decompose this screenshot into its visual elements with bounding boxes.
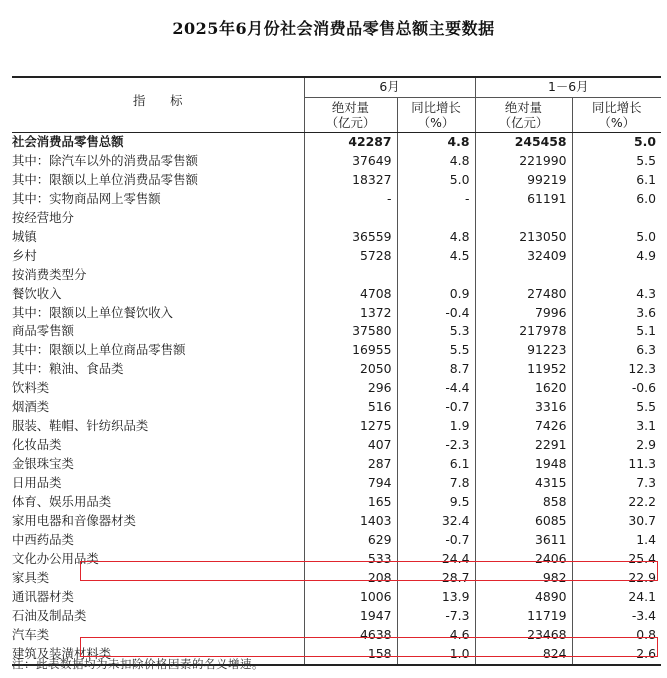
table-row xyxy=(12,626,661,645)
june-abs-value: 36559 xyxy=(304,228,397,247)
cum-abs-value: 1620 xyxy=(475,379,572,398)
june-yoy-value xyxy=(397,266,475,285)
june-abs-value: 37649 xyxy=(304,152,397,171)
june-abs-value: 1275 xyxy=(304,417,397,436)
cum-abs-value: 7996 xyxy=(475,304,572,323)
table-row xyxy=(12,379,661,398)
row-label: 饮料类 xyxy=(12,380,50,396)
cum-abs-value: 11952 xyxy=(475,360,572,379)
period-jan-jun-header: 1－6月 xyxy=(475,77,661,97)
cum-yoy-value: 6.0 xyxy=(572,190,661,209)
row-label: 通讯器材类 xyxy=(12,588,74,604)
june-yoy-value: 4.8 xyxy=(397,228,475,247)
cum-abs-value: 858 xyxy=(475,493,572,512)
cum-yoy-value: 2.9 xyxy=(572,436,661,455)
june-yoy-value: 5.0 xyxy=(397,171,475,190)
cum-abs-value: 11719 xyxy=(475,607,572,626)
table-row xyxy=(12,228,661,247)
cum-yoy-value xyxy=(572,266,661,285)
cum-yoy-value: 12.3 xyxy=(572,360,661,379)
row-label: 餐饮收入 xyxy=(12,285,62,301)
table-row xyxy=(12,285,661,304)
table-row xyxy=(12,493,661,512)
june-yoy-value: -0.4 xyxy=(397,304,475,323)
june-yoy-value: 24.4 xyxy=(397,550,475,569)
cum-yoy-header: 同比增长 （%） xyxy=(572,97,661,132)
page-title: 2025年6月份社会消费品零售总额主要数据 xyxy=(172,19,495,38)
table-row xyxy=(12,588,661,607)
footnote: 注：此表数据均为未扣除价格因素的名义增速。 xyxy=(12,657,264,671)
indicator-header: 指 标 xyxy=(12,77,304,132)
retail-sales-table xyxy=(12,76,661,666)
june-yoy-value: 28.7 xyxy=(397,569,475,588)
table-row xyxy=(12,607,661,626)
cum-abs-value: 32409 xyxy=(475,247,572,266)
june-yoy-value: 4.8 xyxy=(397,152,475,171)
table-row xyxy=(12,550,661,569)
cum-abs-header: 绝对量 （亿元） xyxy=(475,97,572,132)
cum-abs-value: 99219 xyxy=(475,171,572,190)
june-yoy-value: 4.6 xyxy=(397,626,475,645)
cum-yoy-value: 7.3 xyxy=(572,474,661,493)
june-abs-value: 37580 xyxy=(304,322,397,341)
june-abs-value: 1403 xyxy=(304,512,397,531)
june-yoy-value: 5.3 xyxy=(397,322,475,341)
june-yoy-value: -0.7 xyxy=(397,531,475,550)
cum-abs-value: 245458 xyxy=(475,132,572,151)
cum-abs-value: 4315 xyxy=(475,474,572,493)
row-label: 按经营地分 xyxy=(12,209,74,225)
june-abs-value: 287 xyxy=(304,455,397,474)
table-row xyxy=(12,341,661,360)
row-label: 金银珠宝类 xyxy=(12,456,74,472)
row-label: 体育、娱乐用品类 xyxy=(12,494,112,510)
june-abs-value: 794 xyxy=(304,474,397,493)
row-label: 石油及制品类 xyxy=(12,607,87,623)
june-abs-value: 158 xyxy=(304,645,397,665)
cum-abs-value: 824 xyxy=(475,645,572,665)
cum-abs-value: 2406 xyxy=(475,550,572,569)
june-yoy-value: 7.8 xyxy=(397,474,475,493)
cum-yoy-value: 22.9 xyxy=(572,569,661,588)
cum-abs-value: 3611 xyxy=(475,531,572,550)
cum-yoy-value: 4.3 xyxy=(572,285,661,304)
table-row xyxy=(12,512,661,531)
cum-abs-value: 6085 xyxy=(475,512,572,531)
row-label: 烟酒类 xyxy=(12,399,50,415)
june-abs-value xyxy=(304,266,397,285)
cum-abs-value: 1948 xyxy=(475,455,572,474)
cum-yoy-value: 5.0 xyxy=(572,132,661,151)
june-abs-value: 4708 xyxy=(304,285,397,304)
cum-abs-value: 23468 xyxy=(475,626,572,645)
row-label: 化妆品类 xyxy=(12,437,62,453)
cum-yoy-value: 2.6 xyxy=(572,645,661,665)
row-label: 文化办公用品类 xyxy=(12,550,99,566)
table-row xyxy=(12,569,661,588)
row-label: 家具类 xyxy=(12,569,50,585)
row-label: 其中：限额以上单位消费品零售额 xyxy=(12,171,198,187)
june-abs-value: 165 xyxy=(304,493,397,512)
cum-yoy-value: 5.1 xyxy=(572,322,661,341)
june-yoy-value: -0.7 xyxy=(397,398,475,417)
june-abs-value: 407 xyxy=(304,436,397,455)
row-label: 其中：限额以上单位餐饮收入 xyxy=(12,304,174,320)
june-yoy-value: 8.7 xyxy=(397,360,475,379)
cum-abs-value: 3316 xyxy=(475,398,572,417)
cum-yoy-value: 5.5 xyxy=(572,398,661,417)
cum-yoy-value: 4.9 xyxy=(572,247,661,266)
june-abs-value: 296 xyxy=(304,379,397,398)
table-row xyxy=(12,132,661,151)
cum-abs-value: 982 xyxy=(475,569,572,588)
cum-abs-value: 61191 xyxy=(475,190,572,209)
row-label: 汽车类 xyxy=(12,626,50,642)
june-abs-value: 2050 xyxy=(304,360,397,379)
table-row xyxy=(12,531,661,550)
row-label: 城镇 xyxy=(12,228,37,244)
june-yoy-value: 5.5 xyxy=(397,341,475,360)
cum-yoy-value: 0.8 xyxy=(572,626,661,645)
table-row xyxy=(12,171,661,190)
table-row xyxy=(12,304,661,323)
table-row xyxy=(12,417,661,436)
cum-yoy-value: 11.3 xyxy=(572,455,661,474)
cum-abs-value xyxy=(475,266,572,285)
june-abs-value: 18327 xyxy=(304,171,397,190)
june-yoy-value: -7.3 xyxy=(397,607,475,626)
cum-yoy-value: 5.0 xyxy=(572,228,661,247)
june-yoy-value: 0.9 xyxy=(397,285,475,304)
cum-yoy-value xyxy=(572,209,661,228)
june-yoy-value: 9.5 xyxy=(397,493,475,512)
june-yoy-value: -2.3 xyxy=(397,436,475,455)
june-abs-value xyxy=(304,209,397,228)
june-abs-value: 516 xyxy=(304,398,397,417)
row-label: 中西药品类 xyxy=(12,531,74,547)
june-yoy-value: 1.0 xyxy=(397,645,475,665)
cum-yoy-value: -3.4 xyxy=(572,607,661,626)
cum-yoy-value: 1.4 xyxy=(572,531,661,550)
cum-yoy-value: -0.6 xyxy=(572,379,661,398)
june-yoy-value xyxy=(397,209,475,228)
cum-yoy-value: 6.1 xyxy=(572,171,661,190)
june-abs-header: 绝对量 （亿元） xyxy=(304,97,397,132)
june-yoy-value: 32.4 xyxy=(397,512,475,531)
cum-yoy-value: 6.3 xyxy=(572,341,661,360)
cum-yoy-value: 25.4 xyxy=(572,550,661,569)
june-yoy-header: 同比增长 （%） xyxy=(397,97,475,132)
row-label: 其中：限额以上单位商品零售额 xyxy=(12,342,186,358)
june-yoy-value: -4.4 xyxy=(397,379,475,398)
table-row xyxy=(12,474,661,493)
june-abs-value: 1006 xyxy=(304,588,397,607)
june-yoy-value: 1.9 xyxy=(397,417,475,436)
row-label: 商品零售额 xyxy=(12,323,74,339)
cum-yoy-value: 24.1 xyxy=(572,588,661,607)
row-label: 社会消费品零售总额 xyxy=(12,133,124,149)
table-row xyxy=(12,247,661,266)
june-abs-value: 533 xyxy=(304,550,397,569)
june-yoy-value: - xyxy=(397,190,475,209)
header-row-periods xyxy=(12,77,661,97)
table-row xyxy=(12,322,661,341)
june-abs-value: 1947 xyxy=(304,607,397,626)
row-label: 按消费类型分 xyxy=(12,266,87,282)
cum-yoy-value: 3.6 xyxy=(572,304,661,323)
table-row xyxy=(12,360,661,379)
june-abs-value: 208 xyxy=(304,569,397,588)
cum-abs-value: 4890 xyxy=(475,588,572,607)
cum-yoy-value: 30.7 xyxy=(572,512,661,531)
cum-abs-value: 2291 xyxy=(475,436,572,455)
row-label: 其中：除汽车以外的消费品零售额 xyxy=(12,152,198,168)
table-row xyxy=(12,209,661,228)
row-label: 家用电器和音像器材类 xyxy=(12,513,136,529)
june-yoy-value: 4.8 xyxy=(397,132,475,151)
cum-abs-value: 91223 xyxy=(475,341,572,360)
table-row xyxy=(12,266,661,285)
cum-yoy-value: 22.2 xyxy=(572,493,661,512)
cum-abs-value: 221990 xyxy=(475,152,572,171)
cum-yoy-value: 3.1 xyxy=(572,417,661,436)
cum-abs-value: 27480 xyxy=(475,285,572,304)
table-row xyxy=(12,398,661,417)
table-row xyxy=(12,455,661,474)
row-label: 服装、鞋帽、针纺织品类 xyxy=(12,418,149,434)
june-abs-value: - xyxy=(304,190,397,209)
period-june-header: 6月 xyxy=(304,77,475,97)
cum-abs-value xyxy=(475,209,572,228)
june-yoy-value: 13.9 xyxy=(397,588,475,607)
row-label: 日用品类 xyxy=(12,475,62,491)
row-label: 其中：粮油、食品类 xyxy=(12,361,124,377)
june-abs-value: 1372 xyxy=(304,304,397,323)
june-abs-value: 16955 xyxy=(304,341,397,360)
june-yoy-value: 6.1 xyxy=(397,455,475,474)
june-abs-value: 4638 xyxy=(304,626,397,645)
table-row xyxy=(12,190,661,209)
row-label: 其中：实物商品网上零售额 xyxy=(12,190,161,206)
june-abs-value: 5728 xyxy=(304,247,397,266)
cum-yoy-value: 5.5 xyxy=(572,152,661,171)
table-row xyxy=(12,152,661,171)
row-label: 乡村 xyxy=(12,247,37,263)
cum-abs-value: 217978 xyxy=(475,322,572,341)
cum-abs-value: 213050 xyxy=(475,228,572,247)
row-label: 建筑及装潢材料类 xyxy=(12,645,304,665)
cum-abs-value: 7426 xyxy=(475,417,572,436)
table-row xyxy=(12,436,661,455)
june-abs-value: 629 xyxy=(304,531,397,550)
june-yoy-value: 4.5 xyxy=(397,247,475,266)
june-abs-value: 42287 xyxy=(304,132,397,151)
